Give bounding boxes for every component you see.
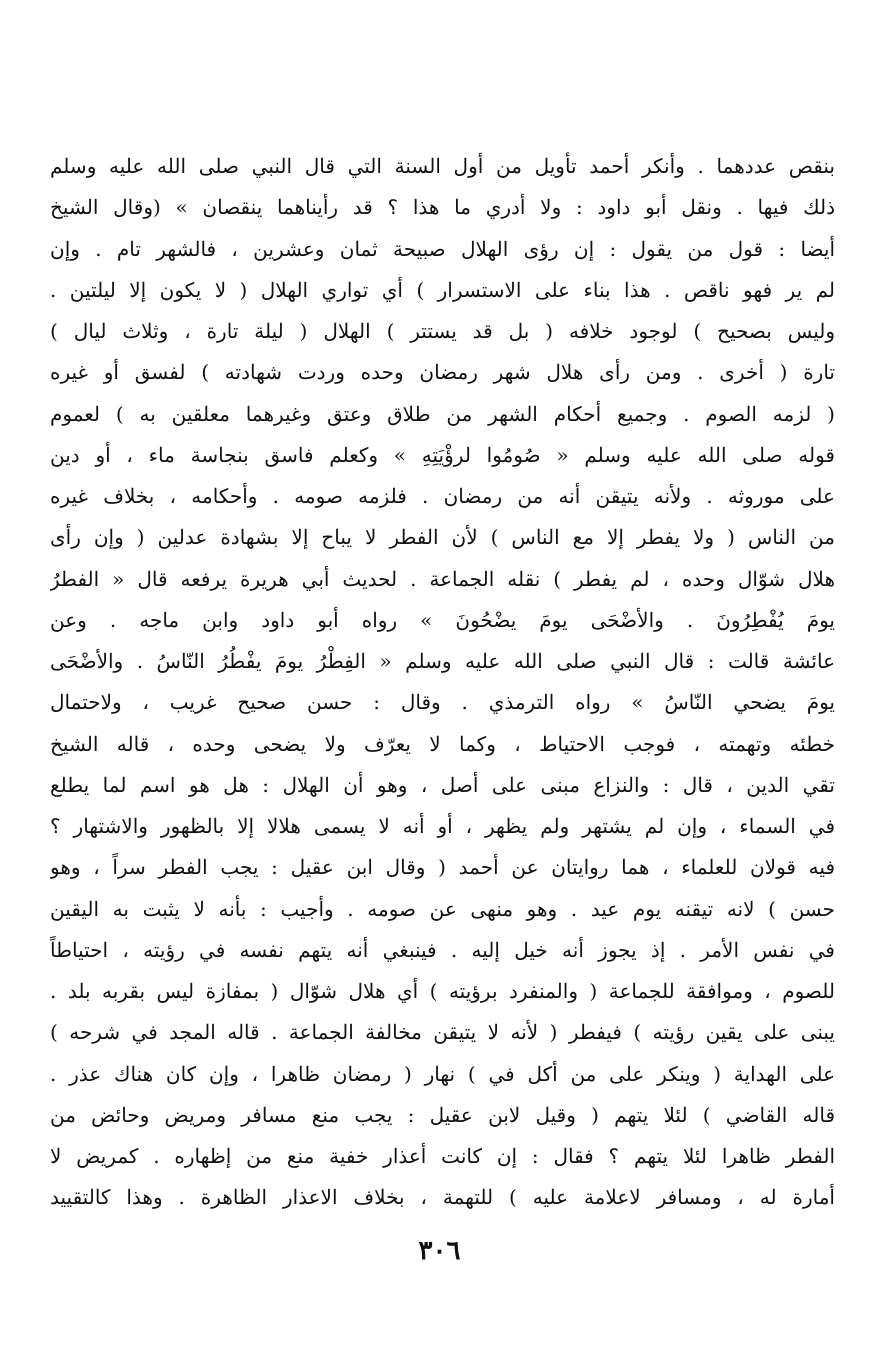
text-line: وليس بصحيح ) لوجود خلافه ( بل قد يستتر ) الهلال ( ليلة تارة ، وثلاث ليال ) [50,319,835,343]
text-line: يبنى على يقين رؤيته ) فيفطر ( لأنه لا يتيقن مخالفة الجماعة . قاله المجد في شرحه ) [50,1020,835,1045]
text-line: على الهداية ( وينكر على من أكل في ) نهار ( رمضان ظاهرا ، وإن كان هناك عذر . [50,1061,835,1086]
text-line: في السماء ، وإن لم يشتهر ولم يظهر ، أو أنه لا يسمى هلالا إلا بالظهور والاشتهار ؟ [50,814,835,838]
text-line: أمارة له ، ومسافر لاعلامة عليه ) للتهمة ، بخلاف الاعذار الظاهرة . وهذا كالتقييد [50,1185,835,1210]
text-line: بنقص عددهما . وأنكر أحمد تأويل من أول السنة التي قال النبي صلى الله عليه وسلم [50,154,835,178]
text-line: الفطر ظاهرا لئلا يتهم ؟ فقال : إن كانت أعذار خفية منع من إظهاره . كمريض لا [50,1144,835,1168]
body-text [50,146,835,1219]
text-line: من الناس ( ولا يفطر إلا مع الناس ) لأن الفطر لا يباح إلا بشهادة عدلين ( وإن رأى [50,525,835,550]
text-line: خطئه وتهمته ، فوجب الاحتياط ، وكما لا يعرّف ولا يضحى وحده ، قاله الشيخ [50,731,835,756]
text-line: ( لزمه الصوم . وجميع أحكام الشهر من طلاق وعتق وغيرهما معلقين به ) لعموم [50,401,835,426]
text-line: في نفس الأمر . إذ يجوز أنه خيل إليه . فينبغي أنه يتهم نفسه في رؤيته ، احتياطاً [50,937,835,962]
text-line: يومَ يُفْطِرُونَ . والأضْحَى يومَ يضْحُونَ » رواه أبو داود وابن ماجه . وعن [50,607,835,632]
text-line: حسن ) لانه تيقنه يوم عيد . وهو منهى عن صومه . وأجيب : بأنه لا يثبت به اليقين [50,896,835,921]
text-line: لم ير فهو ناقص . هذا بناء على الاستسرار ) أي تواري الهلال ( لا يكون إلا ليلتين . [50,277,835,302]
text-line: على موروثه . ولأنه يتيقن أنه من رمضان . فلزمه صومه . وأحكامه ، بخلاف غيره [50,484,835,508]
text-line: للصوم ، وموافقة للجماعة ( والمنفرد برؤيته ) أي هلال شوّال ( بمفازة ليس بقربه بلد . [50,979,835,1003]
text-line: أيضا : قول من يقول : إن رؤى الهلال صبيحة ثمان وعشرين ، فالشهر تام . وإن [50,236,835,261]
text-line: قوله صلى الله عليه وسلم « صُومُوا لرؤْيَتِهِ » وكعلم فاسق بنجاسة ماء ، أو دين [50,442,835,467]
text-line: قاله القاضي ) لئلا يتهم ( وقيل لابن عقيل : يجب منع مسافر ومريض وحائض من [50,1102,835,1127]
page-number: ٣٠٦ [418,1236,461,1266]
text-line: عائشة قالت : قال النبي صلى الله عليه وسلم « الفِطْرُ يومَ يفْطُرُ النّاسُ . والأضْحَى [50,649,835,673]
text-line: تارة ( أخرى . ومن رأى هلال شهر رمضان وحده وردت شهادته ) لفسق أو غيره [50,360,835,385]
text-line: هلال شوّال وحده ، لم يفطر ) نقله الجماعة . لحديث أبي هريرة يرفعه قال « الفطرُ [50,566,835,591]
text-line: ذلك فيها . ونقل أبو داود : ولا أدري ما هذا ؟ قد رأيناهما ينقصان » (وقال الشيخ [50,195,835,220]
text-line: فيه قولان للعلماء ، هما روايتان عن أحمد ( وقال ابن عقيل : يجب الفطر سراً ، وهو [50,855,835,880]
text-line: يومَ يضحي النّاسُ » رواه الترمذي . وقال : حسن صحيح غريب ، ولاحتمال [50,690,835,715]
text-line: تقي الدين ، قال : والنزاع مبنى على أصل ، وهو أن الهلال : هل هو اسم لما يطلع [50,772,835,797]
